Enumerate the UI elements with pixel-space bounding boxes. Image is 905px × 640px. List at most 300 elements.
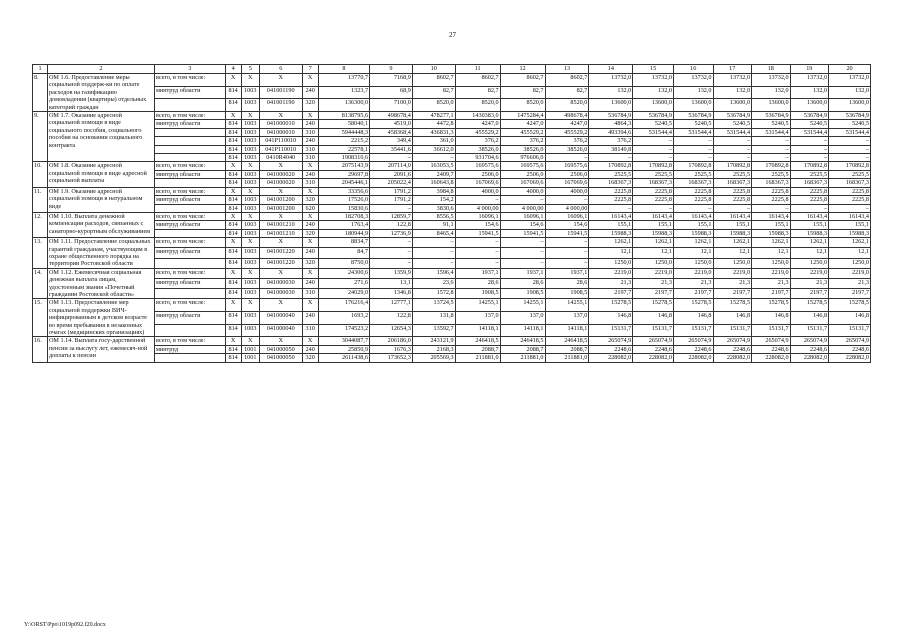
amount-cell: 16143,4 [829, 212, 871, 220]
budget-code: 310 [302, 289, 318, 299]
measure-name: ОМ 1.13. Предоставление мер социальной поддержки ВИЧ-инфицированным в детском возрасте во время пребывания в незаконных очагах (медицинских организациях) [47, 299, 154, 337]
amount-cell: 12,1 [790, 248, 829, 258]
amount-cell: 2197,7 [829, 289, 871, 299]
budget-code: 814 [225, 345, 241, 353]
amount-cell: – [500, 258, 545, 268]
amount-cell: 33356,6 [318, 187, 369, 195]
amount-cell: 167069,6 [545, 179, 589, 187]
column-number: 8 [318, 65, 369, 74]
amount-cell: 2197,7 [713, 289, 752, 299]
budget-code: 240 [302, 312, 318, 325]
measure-name: ОМ 1.10. Выплата денежной компенсации расходов, связанных с санаторно-курортным обслуживанием [47, 212, 154, 237]
amount-cell: 228082,0 [790, 354, 829, 362]
amount-cell: 13592,7 [412, 324, 455, 337]
amount-cell: 1430383,0 [455, 112, 500, 120]
amount-cell: 265074,9 [589, 337, 633, 345]
budget-code: 1003 [241, 128, 259, 136]
amount-cell: 1908,5 [545, 289, 589, 299]
amount-cell: 136300,0 [318, 99, 369, 112]
funding-source: всего, в том числе: [154, 212, 225, 220]
amount-cell: 4 000,00 [455, 204, 500, 212]
amount-cell: 167069,6 [455, 179, 500, 187]
amount-cell: – [752, 145, 791, 153]
budget-code: 320 [302, 354, 318, 362]
amount-cell: 15131,7 [633, 324, 674, 337]
amount-cell: 2088,7 [500, 345, 545, 353]
budget-code: 814 [225, 99, 241, 112]
amount-cell: 4000,0 [455, 187, 500, 195]
amount-cell: 15988,3 [673, 229, 713, 237]
amount-cell: 531544,4 [752, 128, 791, 136]
budget-code: 1003 [241, 248, 259, 258]
amount-cell: 976606,0 [500, 154, 545, 162]
budget-code: 1003 [241, 86, 259, 99]
amount-cell: 361,0 [412, 137, 455, 145]
funding-source: всего, в том числе: [154, 268, 225, 278]
budget-code: 814 [225, 229, 241, 237]
amount-cell: 12736,9 [370, 229, 413, 237]
amount-cell: 458368,4 [370, 128, 413, 136]
funding-source [154, 229, 225, 237]
amount-cell: 16143,4 [589, 212, 633, 220]
amount-cell: 7168,9 [370, 74, 413, 87]
amount-cell: 168367,3 [673, 179, 713, 187]
amount-cell: 7100,0 [370, 99, 413, 112]
amount-cell: 2525,5 [752, 170, 791, 178]
budget-code: X [225, 112, 241, 120]
amount-cell: 211881,0 [545, 354, 589, 362]
funding-source [154, 289, 225, 299]
amount-cell: 4472,8 [412, 120, 455, 128]
table-row [33, 204, 871, 212]
budget-code: 814 [225, 258, 241, 268]
amount-cell: 5240,5 [752, 120, 791, 128]
amount-cell: 180944,9 [318, 229, 369, 237]
budget-code: 041001200 [259, 196, 302, 204]
column-number: 20 [829, 65, 871, 74]
table-row [33, 128, 871, 136]
amount-cell: 1572,8 [412, 289, 455, 299]
amount-cell: 1250,0 [790, 258, 829, 268]
amount-cell: 376,2 [589, 137, 633, 145]
amount-cell: – [673, 145, 713, 153]
amount-cell: 163053,5 [412, 162, 455, 170]
amount-cell: 155,1 [790, 221, 829, 229]
amount-cell: 2248,6 [752, 345, 791, 353]
column-number: 17 [713, 65, 752, 74]
amount-cell: 15278,5 [829, 299, 871, 312]
table-row [33, 312, 871, 325]
measure-name: ОМ 1.12. Ежемесячная социальная денежная выплата лицам, удостоенным звания «Почетный гражданин Ростовской области» [47, 268, 154, 299]
amount-cell: 1250,0 [752, 258, 791, 268]
amount-cell: 2248,6 [713, 345, 752, 353]
funding-source: всего, в том числе: [154, 187, 225, 195]
amount-cell: 531544,4 [673, 128, 713, 136]
amount-cell: 38526,0 [455, 145, 500, 153]
amount-cell: 2225,8 [589, 187, 633, 195]
amount-cell: 211881,0 [455, 354, 500, 362]
amount-cell: 38526,0 [545, 145, 589, 153]
amount-cell: 15988,3 [829, 229, 871, 237]
budget-code: 041000020 [259, 170, 302, 178]
amount-cell: 15131,7 [713, 324, 752, 337]
table-row [33, 337, 871, 345]
amount-cell: 38149,8 [589, 145, 633, 153]
amount-cell: 2525,5 [589, 170, 633, 178]
budget-code: 041000040 [259, 312, 302, 325]
amount-cell: 2248,6 [673, 345, 713, 353]
column-number: 13 [545, 65, 589, 74]
amount-cell: 13600,0 [829, 99, 871, 112]
funding-source [154, 128, 225, 136]
amount-cell: 2225,8 [752, 187, 791, 195]
amount-cell: 154,6 [545, 221, 589, 229]
amount-cell: 13600,0 [633, 99, 674, 112]
row-number: 9. [33, 112, 48, 162]
budget-code: 814 [225, 86, 241, 99]
table-row [33, 120, 871, 128]
amount-cell: 1791,2 [370, 187, 413, 195]
amount-cell: – [752, 137, 791, 145]
amount-cell: 8556,5 [412, 212, 455, 220]
funding-source [154, 354, 225, 362]
amount-cell: 15988,3 [713, 229, 752, 237]
budget-code: 814 [225, 179, 241, 187]
budget-code: 041001220 [259, 258, 302, 268]
amount-cell: 8520,0 [412, 99, 455, 112]
column-number: 12 [500, 65, 545, 74]
amount-cell: 8602,7 [455, 74, 500, 87]
amount-cell: 146,8 [589, 312, 633, 325]
amount-cell: 2409,7 [412, 170, 455, 178]
amount-cell: 2525,5 [633, 170, 674, 178]
amount-cell: 1262,1 [713, 238, 752, 248]
amount-cell: 1693,2 [318, 312, 369, 325]
budget-code: 240 [302, 120, 318, 128]
budget-code: 240 [302, 86, 318, 99]
funding-source [154, 204, 225, 212]
amount-cell: 12859,7 [370, 212, 413, 220]
amount-cell: 13732,0 [633, 74, 674, 87]
table-row [33, 187, 871, 195]
amount-cell: 1250,0 [713, 258, 752, 268]
amount-cell: 1908310,6 [318, 154, 369, 162]
amount-cell: – [412, 248, 455, 258]
budget-code: X [259, 238, 302, 248]
amount-cell: 478277,1 [412, 112, 455, 120]
budget-code: 240 [302, 278, 318, 288]
amount-cell: 2197,7 [633, 289, 674, 299]
budget-code: 814 [225, 196, 241, 204]
amount-cell: 2215,2 [318, 137, 369, 145]
amount-cell: 2168,3 [412, 345, 455, 353]
budget-code: X [241, 212, 259, 220]
budget-code: 814 [225, 312, 241, 325]
amount-cell: – [545, 238, 589, 248]
amount-cell: 170892,8 [589, 162, 633, 170]
funding-source: минтруд области [154, 86, 225, 99]
amount-cell: 13770,7 [318, 74, 369, 87]
amount-cell: 536784,9 [589, 112, 633, 120]
table-row [33, 162, 871, 170]
amount-cell: – [370, 204, 413, 212]
funding-source: всего, в том числе: [154, 299, 225, 312]
table-row [33, 238, 871, 248]
budget-code: X [225, 74, 241, 87]
row-number: 15. [33, 299, 48, 337]
amount-cell: 12654,3 [370, 324, 413, 337]
amount-cell: 1908,5 [500, 289, 545, 299]
amount-cell: 168367,3 [633, 179, 674, 187]
amount-cell: 265074,9 [673, 337, 713, 345]
amount-cell: 15278,5 [752, 299, 791, 312]
amount-cell: – [790, 145, 829, 153]
column-number: 14 [589, 65, 633, 74]
amount-cell: 1763,4 [318, 221, 369, 229]
amount-cell: 8138795,6 [318, 112, 369, 120]
column-number: 15 [633, 65, 674, 74]
amount-cell: – [370, 238, 413, 248]
budget-code: X [302, 212, 318, 220]
budget-code: X [241, 337, 259, 345]
amount-cell: 4 000,00 [545, 204, 589, 212]
budget-code: 310 [302, 179, 318, 187]
amount-cell: 132,0 [713, 86, 752, 99]
page-number: 27 [449, 31, 456, 39]
amount-cell: 170892,8 [829, 162, 871, 170]
budget-code: 1001 [241, 354, 259, 362]
amount-cell: 169575,6 [500, 162, 545, 170]
budget-code: 620 [302, 204, 318, 212]
amount-cell: 5240,5 [829, 120, 871, 128]
amount-cell: 14255,1 [500, 299, 545, 312]
amount-cell: 1676,3 [370, 345, 413, 353]
amount-cell: 1262,1 [829, 238, 871, 248]
amount-cell: 155,1 [589, 221, 633, 229]
amount-cell: – [370, 154, 413, 162]
budget-code: 041001210 [259, 221, 302, 229]
budget-code: 310 [302, 154, 318, 162]
budget-code: 1003 [241, 120, 259, 128]
amount-cell: 146,8 [673, 312, 713, 325]
amount-cell: – [713, 154, 752, 162]
amount-cell: 16143,4 [752, 212, 791, 220]
budget-code: X [259, 337, 302, 345]
amount-cell: 2219,0 [790, 268, 829, 278]
amount-cell: 2248,6 [633, 345, 674, 353]
amount-cell: 8602,7 [500, 74, 545, 87]
amount-cell: 14118,1 [455, 324, 500, 337]
amount-cell: 2225,8 [829, 187, 871, 195]
column-number: 3 [154, 65, 225, 74]
table-row [33, 212, 871, 220]
amount-cell: 2525,5 [829, 170, 871, 178]
budget-code: X [302, 187, 318, 195]
budget-code: 041000020 [259, 179, 302, 187]
funding-source [154, 258, 225, 268]
budget-code: X [241, 299, 259, 312]
amount-cell: – [790, 204, 829, 212]
amount-cell: 12,1 [673, 248, 713, 258]
amount-cell: 21,3 [713, 278, 752, 288]
column-number: 18 [752, 65, 791, 74]
amount-cell: 14118,1 [545, 324, 589, 337]
amount-cell: 531544,4 [713, 128, 752, 136]
budget-code: X [225, 162, 241, 170]
amount-cell: 154,6 [455, 221, 500, 229]
amount-cell: 228082,0 [752, 354, 791, 362]
budget-code: X [302, 268, 318, 278]
amount-cell: 12777,1 [370, 299, 413, 312]
amount-cell: 931704,6 [455, 154, 500, 162]
amount-cell: 2219,0 [633, 268, 674, 278]
funding-source: минтруд области [154, 221, 225, 229]
budget-code: X [241, 268, 259, 278]
amount-cell: 15131,7 [829, 324, 871, 337]
amount-cell: – [673, 204, 713, 212]
amount-cell: – [713, 145, 752, 153]
amount-cell: 1262,1 [633, 238, 674, 248]
budget-code: 041000010 [259, 128, 302, 136]
amount-cell: 174523,2 [318, 324, 369, 337]
measure-name: ОМ 1.8. Оказание адресной социальной помощи в виде адресной социальной выплаты [47, 162, 154, 187]
amount-cell: – [633, 145, 674, 153]
table-row [33, 268, 871, 278]
budget-code: 240 [302, 248, 318, 258]
amount-cell: – [500, 238, 545, 248]
measure-name: ОМ 1.7. Оказание адресной социальной помощи в виде социального пособия, социального пособия на основании социального контракта [47, 112, 154, 162]
amount-cell: 28,6 [500, 278, 545, 288]
amount-cell: 22578,1 [318, 145, 369, 153]
budget-code: 1003 [241, 324, 259, 337]
funding-source: всего, в том числе: [154, 238, 225, 248]
amount-cell: 13732,0 [673, 74, 713, 87]
amount-cell: – [829, 137, 871, 145]
budget-code: 310 [302, 324, 318, 337]
budget-code: X [259, 112, 302, 120]
amount-cell: 2197,7 [589, 289, 633, 299]
budget-code: 041000010 [259, 120, 302, 128]
amount-cell: 3830,6 [412, 204, 455, 212]
budget-code: 1003 [241, 289, 259, 299]
amount-cell: 2091,6 [370, 170, 413, 178]
amount-cell: 13732,0 [752, 74, 791, 87]
budget-code: 1003 [241, 221, 259, 229]
amount-cell: – [455, 258, 500, 268]
budget-code: 320 [302, 196, 318, 204]
funding-source [154, 154, 225, 162]
amount-cell: 12,1 [589, 248, 633, 258]
row-number: 13. [33, 238, 48, 269]
amount-cell: 21,3 [790, 278, 829, 288]
amount-cell: 1937,1 [545, 268, 589, 278]
amount-cell: 168367,3 [790, 179, 829, 187]
amount-cell: 4247,0 [545, 120, 589, 128]
funding-source [154, 324, 225, 337]
column-number: 2 [47, 65, 154, 74]
funding-source: всего, в том числе: [154, 112, 225, 120]
measure-name: ОМ 1.6. Предоставление меры социальной поддерж-ки по оплате расходов на газификацию домовладения (квартиры) отдельных категорий граждан [47, 74, 154, 112]
amount-cell: 2225,8 [633, 187, 674, 195]
amount-cell: 376,2 [455, 137, 500, 145]
budget-code: X [241, 162, 259, 170]
amount-cell: 2225,8 [790, 196, 829, 204]
amount-cell: 228082,0 [713, 354, 752, 362]
amount-cell: – [370, 258, 413, 268]
amount-cell: 4864,3 [589, 120, 633, 128]
table-row [33, 289, 871, 299]
budget-code: 1003 [241, 137, 259, 145]
amount-cell: 5944448,3 [318, 128, 369, 136]
amount-cell: 2525,5 [673, 170, 713, 178]
funding-source: минтруд области [154, 248, 225, 258]
amount-cell: – [752, 154, 791, 162]
amount-cell: 2225,8 [790, 187, 829, 195]
amount-cell: 16143,4 [713, 212, 752, 220]
amount-cell: 132,0 [829, 86, 871, 99]
amount-cell: 13600,0 [673, 99, 713, 112]
amount-cell: 1937,1 [500, 268, 545, 278]
budget-code: X [259, 268, 302, 278]
amount-cell: 16096,1 [545, 212, 589, 220]
amount-cell: 132,0 [589, 86, 633, 99]
amount-cell: 13732,0 [790, 74, 829, 87]
amount-cell: 2197,7 [673, 289, 713, 299]
amount-cell: 25850,9 [318, 345, 369, 353]
amount-cell: 146,8 [713, 312, 752, 325]
amount-cell: 228082,0 [673, 354, 713, 362]
amount-cell: 176216,4 [318, 299, 369, 312]
amount-cell: 1596,4 [412, 268, 455, 278]
amount-cell: 2219,0 [589, 268, 633, 278]
amount-cell: 2219,0 [829, 268, 871, 278]
amount-cell: 536784,9 [752, 112, 791, 120]
amount-cell: 4247,0 [500, 120, 545, 128]
budget-code: X [225, 238, 241, 248]
budget-code: 1003 [241, 170, 259, 178]
funding-source [154, 179, 225, 187]
amount-cell: 170892,8 [713, 162, 752, 170]
budget-code: X [225, 212, 241, 220]
amount-cell: – [790, 137, 829, 145]
amount-cell: 2197,7 [752, 289, 791, 299]
amount-cell: 15988,3 [790, 229, 829, 237]
amount-cell: 2045446,1 [318, 179, 369, 187]
amount-cell: 265074,9 [752, 337, 791, 345]
amount-cell: 21,3 [673, 278, 713, 288]
amount-cell: 2075143,9 [318, 162, 369, 170]
amount-cell: 15278,5 [633, 299, 674, 312]
amount-cell: 2219,0 [713, 268, 752, 278]
budget-code: 1003 [241, 204, 259, 212]
amount-cell: 24029,0 [318, 289, 369, 299]
amount-cell: 13600,0 [713, 99, 752, 112]
budget-code: X [259, 74, 302, 87]
budget-code: X [259, 187, 302, 195]
amount-cell: 4 000,00 [500, 204, 545, 212]
amount-cell: – [790, 154, 829, 162]
amount-cell: 207114,0 [370, 162, 413, 170]
amount-cell: 4000,0 [500, 187, 545, 195]
amount-cell: 1250,0 [829, 258, 871, 268]
amount-cell: 168367,3 [829, 179, 871, 187]
amount-cell: 2225,8 [589, 196, 633, 204]
amount-cell: 4247,0 [455, 120, 500, 128]
table-row [33, 299, 871, 312]
column-number: 19 [790, 65, 829, 74]
amount-cell: 8602,7 [412, 74, 455, 87]
footer-path: Y:\ORST\Ppo\1019p092.f20.docx [24, 622, 106, 628]
